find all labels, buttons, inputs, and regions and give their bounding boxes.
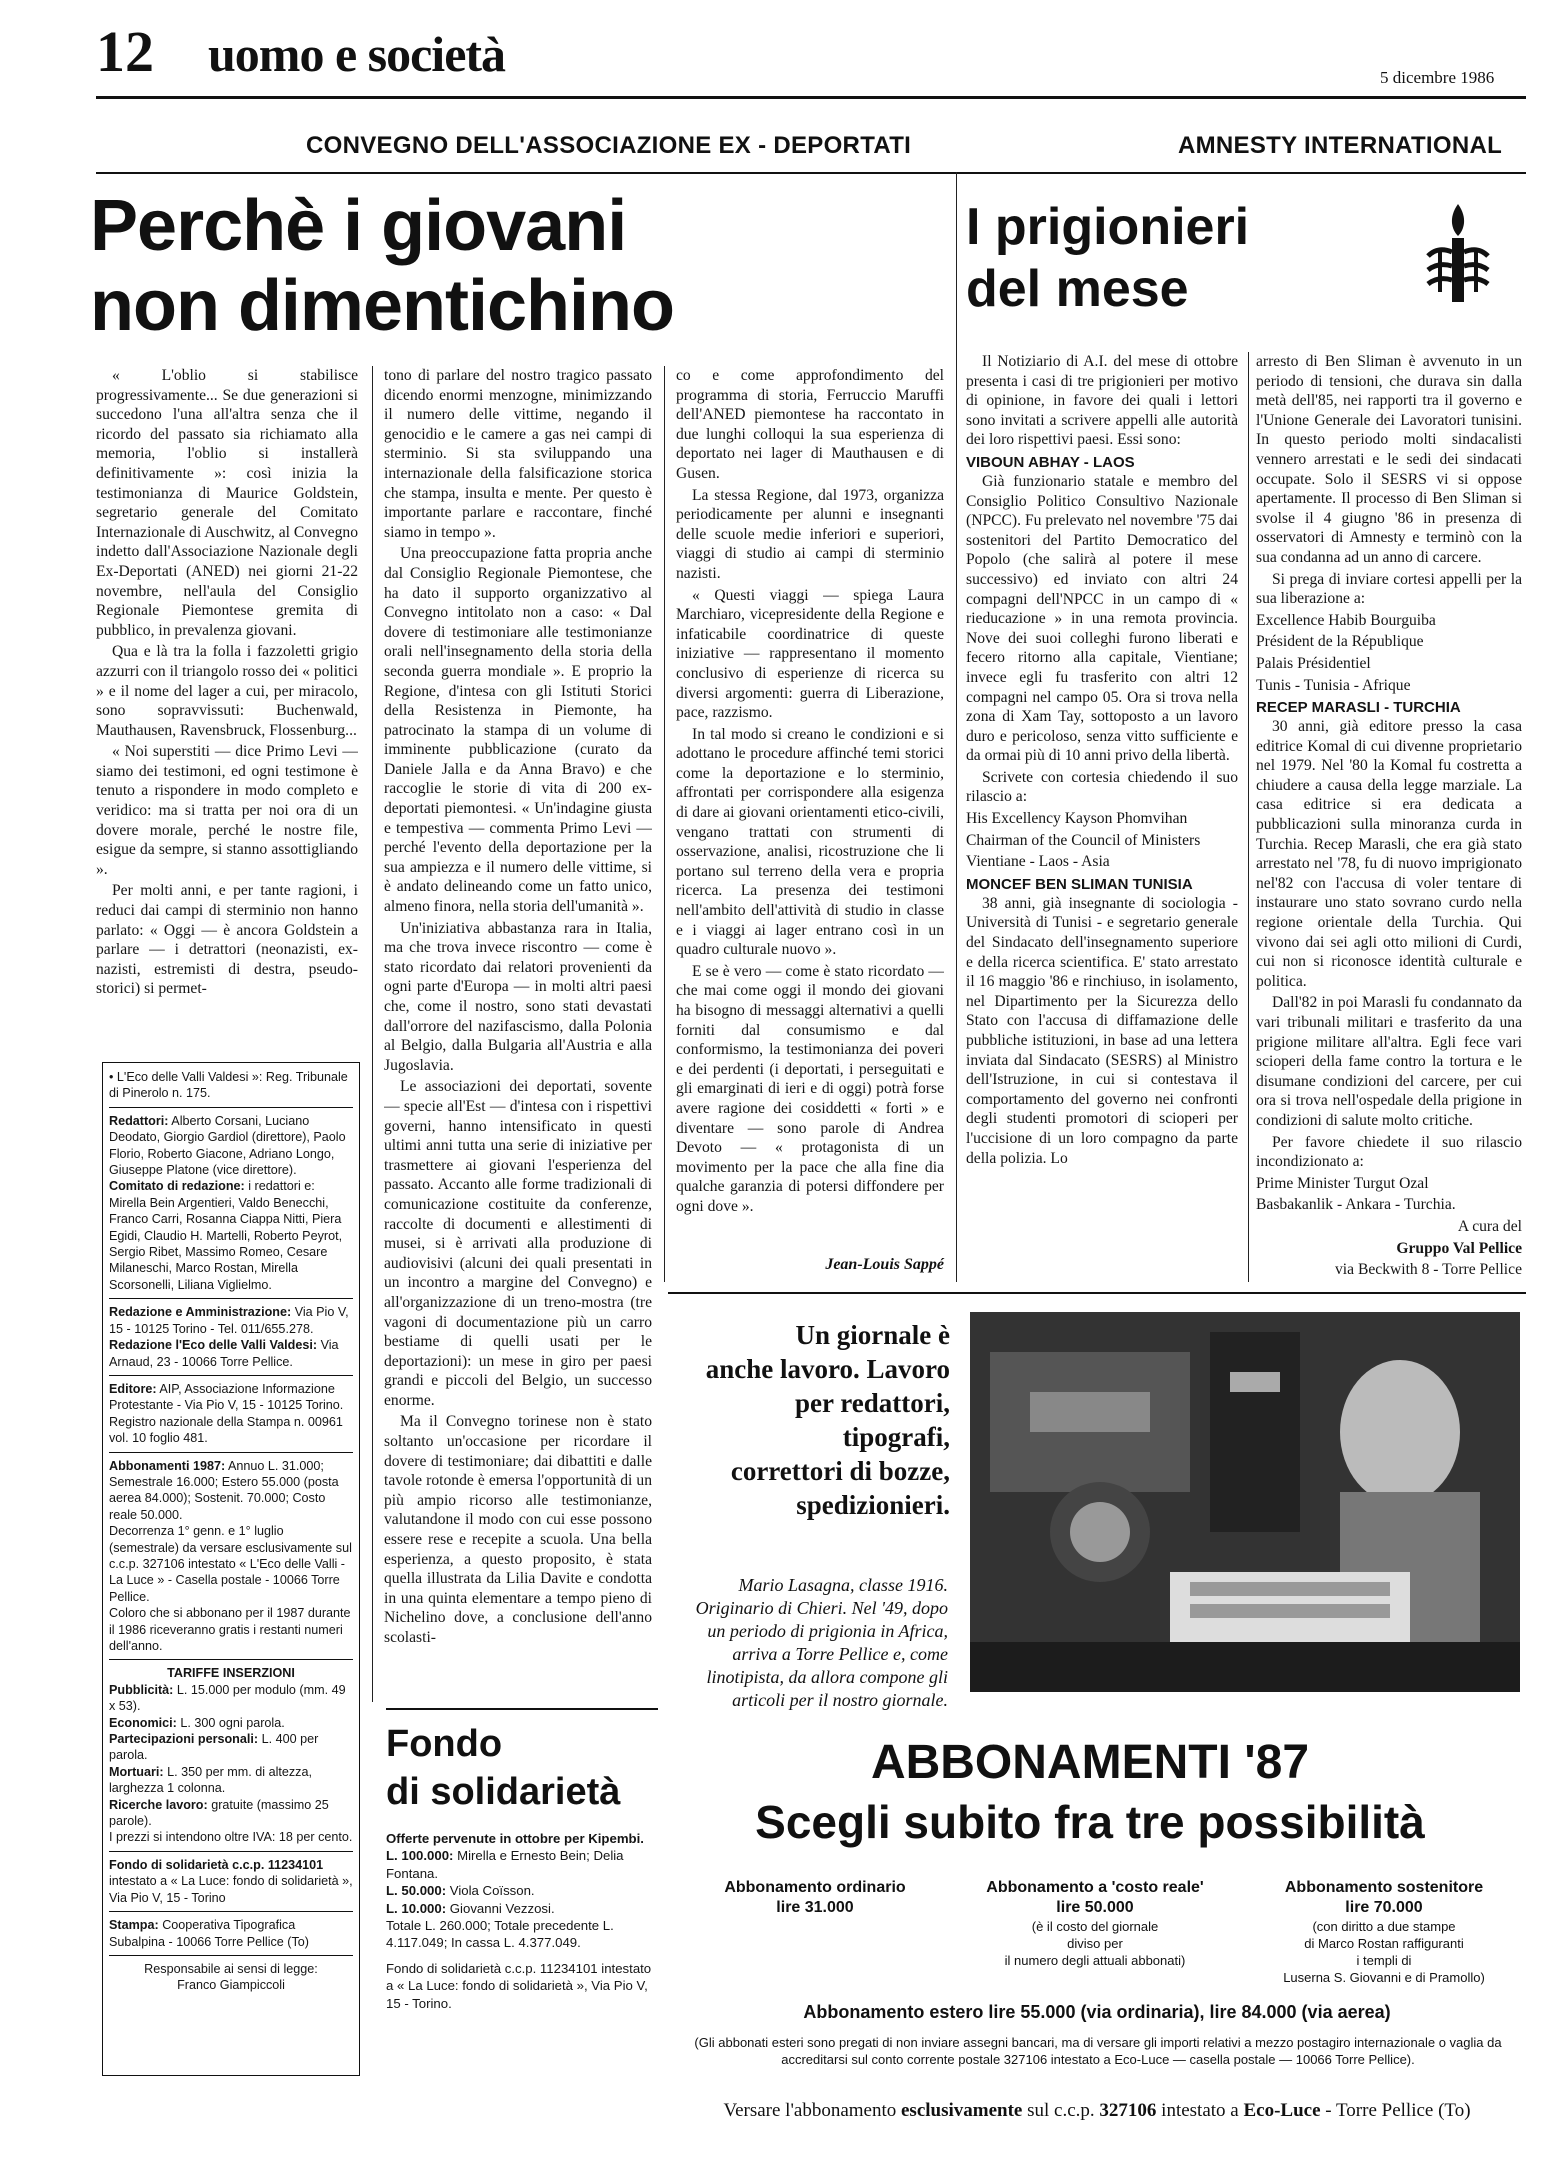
subscription-option-title: Abbonamento ordinario	[724, 1879, 906, 1896]
subscription-option-title: Abbonamento sostenitore	[1284, 1879, 1484, 1896]
subscription-option-note: (con diritto a due stampe	[1312, 1919, 1456, 1934]
promo-line: spedizionieri.	[796, 1490, 950, 1520]
column-divider	[956, 172, 957, 1282]
article2-col2-p5: Per favore chiedete il suo rilascio incondizionato a:	[1256, 1133, 1522, 1171]
promo-line: Un giornale è	[795, 1320, 950, 1350]
article2-col2-p3: 30 anni, già editore presso la casa editrice Komal di cui divenne proprietario nel 1979. Nel '80 la Komal fu costretta a chiudere a causa della legge marziale. La casa editrice si era dedicata a pubblicazioni sulla minoranza curda in Turchia. Recep Marasli, che era già stato arrestato nel '78, fu di nuovo imprigionato nel'82 con l'accusa di voler tentare di instaurare uno stato sovrano curdo nella regione orientale della Turchia. Qui vivono dai sei agli otto milioni di Curdi, cui non si riconosce identità culturale e politica.	[1256, 718, 1522, 990]
subscription-foreign: Abbonamento estero lire 55.000 (via ordinaria), lire 84.000 (via aerea)	[803, 2002, 1391, 2022]
article1-col2-p5: Ma il Convegno torinese non è stato soltanto un'occasione per ricordare il dovere di testimoniare; dai dibattiti e dalle tavole rotonde è emersa l'opportunità di un più ampio ricorso alle testimonianze, valutandone il modo con cui esse possono essere rese e recepite a scuola. Una bella esperienza, a questo proposito, è stata quella illustrata da Lilia Davite e condotta in una quinta elementare a tempo pieno di Nichelino dove, a conclusione dell'anno scolasti-	[384, 1413, 652, 1646]
article1-col3-p2: La stessa Regione, dal 1973, organizza periodicamente per alunni e insegnanti delle scuole medie inferiori e superiori, viaggi di studio ai campi di sterminio nazisti.	[676, 486, 944, 582]
article2-col2-p1: arresto di Ben Sliman è avvenuto in un periodo di tensioni, che durava sin dalla metà dell'85, nei rapporti tra il governo e l'Unione Generale dei Lavoratori tunisini. In questo periodo molti sindacalisti vennero arrestati e le sedi dei sindacati occupate. Solo il SESRS vi si oppose apertamente. Il processo di Ben Sliman si svolse il 4 giugno '86 in presenza di osservatori di Amnesty e terminò con la sua condanna ad un anno di carcere.	[1256, 353, 1522, 566]
colophon-box	[102, 1062, 360, 2076]
subscription-payment: Versare l'abbonamento esclusivamente sul c.c.p. 327106 intestato a Eco-Luce - Torre Pellice (To)	[723, 2100, 1471, 2121]
article1-column-3	[676, 366, 944, 1246]
subscription-option-title: Abbonamento a 'costo reale'	[986, 1879, 1204, 1896]
section-rule	[668, 1292, 1526, 1294]
promo-line: tipografi,	[842, 1422, 950, 1452]
article2-heading-recep: RECEP MARASLI - TURCHIA	[1256, 699, 1461, 717]
article1-column-2	[384, 366, 652, 1688]
colophon-publisher: Editore: AIP, Associazione Informazione Protestante - Via Pio V, 15 - 10125 Torino. Registro nazionale della Stampa n. 00961 vol. 10 foglio 481.	[109, 1375, 353, 1447]
fondo-rule	[386, 1708, 658, 1710]
article2-col1-p1: Già funzionario statale e membro del Consiglio Politico Consultivo Nazionale (NPCC). Fu prelevato nel novembre '75 dai sostenitori del Partito Democratico del Popolo (che salirà al potere il mese successivo) ed inviato con altri 24 compagni dell'NPCC in un campo di « rieducazione » in una remota provincia. Nove dei suoi colleghi furono liberati e fecero ritorno alla capitale, Vientiane; invece egli fu trasferito con altri 12 compagni nel campo 05. Ora si trova nella zona di Xam Tay, sottoposto a un lavoro duro e pericoloso, senza vitto sufficiente e da ormai più di 10 anni privo della libertà.	[966, 472, 1238, 765]
article2-address-line: Chairman of the Council of Ministers	[966, 831, 1201, 849]
article2-col1-p3: 38 anni, già insegnante di sociologia - Università di Tunisi - e segretario generale del Sindacato dell'insegnamento superiore e della ricerca scientifica. E' stato arrestato il 16 maggio '86 e rinchiuso, in isolamento, nel Dipartimento per la Sicurezza dello Stato con l'accusa di diffamazione delle pubbliche istituzioni, in base ad una lettera inviata dal Sindacato (SESRS) al Ministro dell'Istruzione, in cui si contestava il comportamento del governo nei confronti degli studenti promotori di scioperi per l'uccisione di un loro compagno da parte della polizia. Lo	[966, 894, 1238, 1167]
column-divider	[664, 366, 665, 1282]
article1-col3-p1: co e come approfondimento del programma di storia, Ferruccio Maruffi dell'ANED piemontese ha raccontato in due lunghi colloqui la sua esperienza di deportato nei lager di Mauthausen e di Gusen.	[676, 367, 944, 482]
fondo-row: L. 100.000: Mirella e Ernesto Bein; Delia Fontana.	[386, 1848, 624, 1881]
article2-address-line: Président de la République	[1256, 633, 1424, 651]
subscription-option-note: Luserna S. Giovanni e di Pramollo)	[1283, 1970, 1485, 1985]
column-divider	[1248, 352, 1249, 1282]
promo-line: per redattori,	[795, 1388, 950, 1418]
article2-headline-line1: I prigionieri	[966, 198, 1250, 256]
promo-line: anche lavoro. Lavoro	[705, 1354, 950, 1384]
article1-headline-line2: non dimentichino	[90, 266, 674, 346]
subscription-foreign-note: (Gli abbonati esteri sono pregati di non inviare assegni bancari, ma di versare gli importi relativi a mezzo postagiro internazionale o vaglia da accreditarsi sul conto corrente postale 327106 intestato a Eco-Luce — casella postale — 10066 Torre Pellice).	[694, 2035, 1502, 2067]
article1-headline	[90, 186, 674, 346]
fondo-footer: Fondo di solidarietà c.c.p. 11234101 intestato a « La Luce: fondo di solidarietà », Via Pio V, 15 - Torino.	[386, 1960, 652, 2011]
subscription-option-note: il numero degli attuali abbonati)	[1004, 1953, 1186, 1968]
subscription-option-note: di Marco Rostan raffiguranti	[1304, 1936, 1464, 1951]
subscription-option-supporter	[1244, 1878, 1524, 1986]
article1-col1-p2: Qua e là tra la folla i fazzoletti grigio azzurri con il triangolo rosso dei « politici » e il nome del lager a cui, per miracolo, sono sopravvissuti: Buchenwald, Mauthausen, Ravensbruck, Flossenburg...	[96, 643, 358, 739]
article1-headline-line1: Perchè i giovani	[90, 186, 627, 266]
issue-date: 5 dicembre 1986	[1380, 68, 1495, 87]
colophon-subscriptions: Abbonamenti 1987: Annuo L. 31.000; Semestrale 16.000; Estero 55.000 (posta aerea 84.000); Sostenit. 70.000; Costo reale 50.000. Decorrenza 1° genn. e 1° luglio (semestrale) da versare esclusivamente sul c.c.p. 327106 intestato « L'Eco delle Valli - La Luce » - Casella postale - 10066 Torre Pellice. Coloro che si abbonano per il 1987 durante il 1986 riceveranno gratis i restanti numeri dell'anno.	[109, 1452, 353, 1655]
article2-intro: Il Notiziario di A.I. del mese di ottobre presenta i casi di tre prigionieri per motivo di opinione, in favore dei quali i lettori sono invitati a scrivere appelli alle autorità dei loro rispettivi paesi. Essi sono:	[966, 353, 1238, 449]
colophon-registration: • L'Eco delle Valli Valdesi »: Reg. Tribunale di Pinerolo n. 175.	[109, 1070, 348, 1101]
colophon-ad-rates: TARIFFE INSERZIONI Pubblicità: L. 15.000 per modulo (mm. 49 x 53). Economici: L. 300 ogni parola. Partecipazioni personali: L. 400 per parola. Mortuari: L. 350 per mm. di altezza, larghezza 1 colonna. Ricerche lavoro: gratuite (massimo 25 parole). I prezzi si intendono oltre IVA: 18 per cento.	[109, 1659, 353, 1845]
article2-signature: A cura del	[1457, 1217, 1522, 1235]
colophon-address: Redazione e Amministrazione: Via Pio V, 15 - 10125 Torino - Tel. 011/655.278. Redazione l'Eco delle Valli Valdesi: Via Arnaud, 23 - 10066 Torre Pellice.	[109, 1298, 353, 1370]
subscription-option-note: (è il costo del giornale	[1031, 1919, 1159, 1934]
article1-col2-p3: Un'iniziativa abbastanza rara in Italia, ma che trova invece riscontro — come è stato ricordato dai relatori provenienti da ogni parte d'Europa — in molti altri paesi che, come il nostro, sono stati devastati dall'orrore del nazifascismo, dalla Polonia al Belgio, dalla Bulgaria all'Austria e alla Jugoslavia.	[384, 919, 652, 1074]
promo-caption: Mario Lasagna, classe 1916. Originario di Chieri. Nel '49, dopo un periodo di prigionia in Africa, arriva a Torre Pellice e, come linotipista, da allora compone gli articoli per il nostro giornale.	[695, 1575, 948, 1710]
article2-col2-p2: Si prega di inviare cortesi appelli per la sua liberazione a:	[1256, 570, 1522, 608]
article2-address-line: Vientiane - Laos - Asia	[966, 853, 1110, 871]
article2-signature: Gruppo Val Pellice	[1396, 1239, 1522, 1257]
article1-col2-p2: Una preoccupazione fatta propria anche dal Consiglio Regionale Piemontese, che ha dato il supporto organizzativo al Convegno intitolato non a caso: « Dal dovere di testimoniare alle testimonianze orali nell'insegnamento della storia della seconda guerra mondiale ». E proprio la Regione, d'intesa con gli Istituti Storici della Resistenza in Piemonte, ha patrocinato la stampa di un volume di imminente pubblicazione (curato da Daniele Jalla e da Anna Bravo) e che raccoglie le storie di vita di 200 ex-deportati piemontesi. « Un'indagine giusta e tempestiva — commenta Primo Levi — perché l'evento della deportazione per la sua ampiezza e il numero delle vittime, si è andato delineando come un fatto unico, almeno finora, nella storia dell'umanità ».	[384, 545, 652, 916]
article1-col3-p4: In tal modo si creano le condizioni e si adottano le procedure affinché temi storici come la deportazione e lo sterminio, affrontati per corrispondere alla esigenza di dare ai giovani orientamenti etico-civili, vengano trattati con strumenti di osservazione, analisi, ricostruzione che li portano sul terreno della vera e propria ricerca. La presenza dei testimoni nell'ambito dell'attività di studio in classe e i viaggi ai lager entrano così in un quadro culturale nuovo ».	[676, 725, 944, 959]
article2-address-line: Prime Minister Turgut Ozal	[1256, 1174, 1429, 1192]
fondo-title	[386, 1720, 620, 1816]
colophon-responsible: Responsabile ai sensi di legge: Franco Giampiccoli	[109, 1955, 353, 1994]
article2-address-line: Tunis - Tunisia - Afrique	[1256, 676, 1411, 694]
linotype-photo	[970, 1312, 1520, 1692]
article2-headline-line2: del mese	[966, 260, 1189, 318]
subscription-option-price: lire 70.000	[1345, 1899, 1423, 1916]
subscription-option-price: lire 31.000	[776, 1899, 854, 1916]
kicker-rule	[96, 172, 1526, 174]
column-divider	[372, 366, 373, 1702]
subscription-option-real-cost	[950, 1878, 1240, 1969]
kicker-left: CONVEGNO DELL'ASSOCIAZIONE EX - DEPORTATI	[306, 132, 912, 159]
article1-col3-p5: E se è vero — come è stato ricordato — che mai come oggi il mondo dei giovani ha bisogno di messaggi alternativi a quelli forniti dal consumismo e dal conformismo, la testimonianza dei poveri e dei perdenti (i deportati, i perseguitati e gli emarginati di ieri e di oggi) potrà forse avere ragione dei cosiddetti « forti » e diventare — sono parole di Andrea Devoto — « protagonista di un movimento per la pace che alla fine dia qualche garanzia di potersi diffondere per ogni dove ».	[676, 962, 944, 1215]
subscriptions-title: ABBONAMENTI '87	[870, 1736, 1310, 1789]
article2-column-1	[966, 352, 1238, 1282]
article1-col2-p1: tono di parlare del nostro tragico passato dicendo enormi menzogne, minimizzando il numero delle vittime, negando il genocidio e le camere a gas nei campi di sterminio. Si sta sviluppando una internazionale della falsificazione storica che stampa, insulta e mente. Per questo è importante parlare e raccontare, finché siamo in tempo ».	[384, 367, 652, 541]
article1-col1-p1: « L'oblio si stabilisce progressivamente... Se due generazioni si succedono l'una all'altra senza che il ricordo del passato sia richiamato alla memoria, l'oblio si installerà definitivamente »: così inizia la testimonianza di Maurice Goldstein, segretario generale del Comitato Internazionale di Auschwitz, al Convegno indetto dall'Associazione Nazionale degli Ex-Deportati (ANED) nei giorni 21-22 novembre, nell'aula del Consiglio Regionale Piemontese gremita di pubblico, in prevalenza giovani.	[96, 367, 358, 639]
fondo-intro: Offerte pervenute in ottobre per Kipembi.	[386, 1831, 644, 1846]
masthead-rule	[96, 96, 1526, 99]
article1-author: Jean-Louis Sappé	[825, 1256, 944, 1273]
section-title: uomo e società	[208, 26, 506, 82]
article2-signature: via Beckwith 8 - Torre Pellice	[1335, 1261, 1522, 1279]
page-number: 12	[96, 19, 154, 84]
article2-heading-moncef: MONCEF BEN SLIMAN TUNISIA	[966, 875, 1193, 893]
fondo-body	[386, 1830, 654, 2012]
article1-col2-p4: Le associazioni dei deportati, sovente — specie all'Est — d'intesa con i rispettivi governi, hanno intensificato in questi ultimi anni tutta una serie di iniziative per trasmettere ai giovani l'esperienza del passato. Accanto alle forme tradizionali di comunicazione costituite da conferenze, raccolte di documenti e allestimenti di musei, si è arrivati alla produzione di audiovisivi (alcuni dei quali presentati in un incontro a margine del Convegno) e all'organizzazione di un treno-mostra (tre vagoni di documentazione più un carro bestiame di quelli usati per le deportazioni): un mese in giro per paesi grandi e piccoli del Belgio, un successo enorme.	[384, 1078, 652, 1409]
subscriptions-subtitle: Scegli subito fra tre possibilità	[755, 1796, 1425, 1848]
article2-heading-viboun: VIBOUN ABHAY - LAOS	[966, 453, 1135, 471]
article2-address-line: His Excellency Kayson Phomvihan	[966, 810, 1188, 828]
article1-col3-p3: « Questi viaggi — spiega Laura Marchiaro, vicepresidente della Regione e infaticabile coordinatrice di queste iniziative — rappresentano il momento conclusivo di esperienze di ricerca su diversi argomenti: guerra di Liberazione, pace, razzismo.	[676, 586, 944, 722]
subscription-option-ordinary	[680, 1878, 950, 1918]
article2-col2-p4: Dall'82 in poi Marasli fu condannato da vari tribunali militari e trasferito da una prigione militare all'altra. Egli fece vari scioperi della fame contro la tortura e le disumane condizioni del carcere, per cui ora si trova nell'ospedale della prigione in condizioni di salute molto critiche.	[1256, 994, 1522, 1129]
article2-address-line: Excellence Habib Bourguiba	[1256, 611, 1436, 629]
article2-headline	[966, 196, 1249, 320]
colophon-printer: Stampa: Cooperativa Tipografica Subalpina - 10066 Torre Pellice (To)	[109, 1911, 353, 1950]
fondo-row: L. 50.000: Viola Coïsson.	[386, 1883, 535, 1899]
subscription-option-note: i templi di	[1356, 1953, 1412, 1968]
article1-col1-p4: Per molti anni, e per tante ragioni, i reduci dai campi di sterminio non hanno parlato: « Oggi — è ancora Goldstein a parlare — i detrattori (neonazisti, ex-nazisti, estremisti di destra, pseudo-storici) si permet-	[96, 882, 358, 998]
article1-col1-p3: « Noi superstiti — dice Primo Levi — siamo dei testimoni, ed ogni testimone è tenuto a rispondere in modo completo e veridico: ma si tratta per noi ora di un dovere morale, perché le nostre file, esigue da sempre, si stanno assottigliando ».	[96, 743, 358, 878]
promo-headline	[670, 1318, 950, 1522]
article2-address-line: Palais Présidentiel	[1256, 654, 1371, 672]
fondo-row: L. 10.000: Giovanni Vezzosi.	[386, 1900, 555, 1916]
colophon-fund: Fondo di solidarietà c.c.p. 11234101 intestato a « La Luce: fondo di solidarietà », Via Pio V, 15 - Torino	[109, 1851, 353, 1906]
article2-address-line: Basbakanlik - Ankara - Turchia.	[1256, 1196, 1456, 1214]
subscription-option-note: diviso per	[1067, 1936, 1123, 1951]
article2-col1-p2: Scrivete con cortesia chiedendo il suo rilascio a:	[966, 768, 1238, 806]
fondo-title-line1: Fondo	[386, 1723, 503, 1765]
article1-column-1	[96, 366, 358, 1054]
fondo-title-line2: di solidarietà	[386, 1771, 621, 1813]
colophon-staff: Redattori: Alberto Corsani, Luciano Deodato, Giorgio Gardiol (direttore), Paolo Florio, Roberto Giacone, Adriano Longo, Giuseppe Platone (vice direttore). Comitato di redazione: i redattori e: Mirella Bein Argentieri, Valdo Benecchi, Franco Carri, Rosanna Ciappa Nitti, Piera Egidi, Claudio H. Martelli, Roberto Peyrot, Sergio Ribet, Massimo Romeo, Cesare Milaneschi, Marco Rostan, Mirella Scorsonelli, Liliana Viglielmo.	[109, 1107, 353, 1293]
fondo-totals: Totale L. 260.000; Totale precedente L. 4.117.049; In cassa L. 4.377.049.	[386, 1918, 614, 1951]
amnesty-candle-icon	[1418, 196, 1498, 316]
subscription-option-price: lire 50.000	[1056, 1899, 1134, 1916]
article2-column-2	[1256, 352, 1522, 1282]
kicker-right: AMNESTY INTERNATIONAL	[1178, 132, 1503, 159]
promo-line: correttori di bozze,	[730, 1456, 950, 1486]
